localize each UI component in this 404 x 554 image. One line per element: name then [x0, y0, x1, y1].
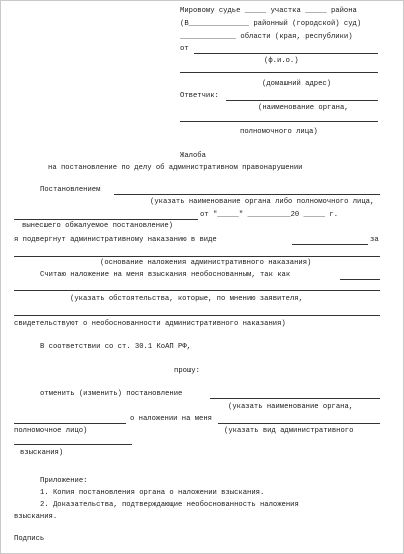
defendant-line — [226, 100, 378, 101]
header-fio: (ф.и.о.) — [264, 57, 299, 65]
header-defendant: Ответчик: — [180, 92, 219, 100]
body-line-7 — [14, 423, 126, 424]
body-line-6 — [210, 398, 380, 399]
org-line — [180, 121, 378, 122]
document-title: Жалоба — [180, 152, 206, 160]
body-cancel: отменить (изменить) постановление — [40, 390, 183, 398]
header-to-judge: Мировому судье _____ участка _____ района — [180, 7, 357, 15]
body-line-8 — [218, 423, 380, 424]
body-hint-organ-2: (указать наименование органа, — [228, 403, 354, 411]
body-line-4a — [340, 279, 380, 280]
body-line-9 — [14, 444, 132, 445]
header-court: (В______________ районный (городской) суд) — [180, 20, 362, 28]
document-subtitle: на постановление по делу об административном правонарушении — [48, 164, 303, 172]
body-line-5 — [14, 315, 380, 316]
address-line — [180, 72, 378, 73]
appendix-item-2: 2. Доказательства, подтверждающие необоснованность наложения — [40, 501, 299, 509]
header-org-name: (наименование органа, — [258, 104, 349, 112]
body-postanovleniem: Постановлением — [40, 186, 101, 194]
body-hint-basis: (основание наложения административного наказания) — [100, 259, 312, 267]
body-line-4 — [14, 290, 380, 291]
body-date: от "_____" __________20 _____ г. — [200, 211, 339, 219]
body-imposition: о наложении на меня — [130, 415, 212, 423]
body-hint-type: (указать вид административного — [224, 427, 354, 435]
body-hint-circumstances: (указать обстоятельства, которые, по мнению заявителя, — [70, 295, 303, 303]
appendix-item-2-cont: взыскания. — [14, 513, 58, 521]
body-hint-official: полномочное лицо) — [14, 427, 88, 435]
body-line-punishment — [292, 244, 368, 245]
body-line-1 — [114, 194, 380, 195]
appendix-item-1: 1. Копия постановления органа о наложении взыскания. — [40, 489, 265, 497]
body-consider: Считаю наложение на меня взыскания необоснованным, так как — [40, 271, 291, 279]
body-hint-organ: (указать наименование органа либо полномочного лица, — [150, 198, 375, 206]
signature-label: Подпись — [14, 535, 45, 543]
body-za: за — [370, 236, 379, 244]
body-punishment: я подвергнут административному наказанию в виде — [14, 236, 217, 244]
body-hint-evidence: свидетельствуют о необоснованности административного наказания) — [14, 320, 286, 328]
body-request: прошу: — [174, 367, 200, 375]
header-address: (домашний адрес) — [262, 80, 332, 88]
header-region: _____________ области (края, республики) — [180, 33, 353, 41]
body-line-3 — [14, 256, 380, 257]
header-from-label: от — [180, 45, 189, 53]
header-official: полномочного лица) — [240, 128, 318, 136]
body-hint-penalty: взыскания) — [20, 449, 64, 457]
body-article: В соответствии со ст. 30.1 КоАП РФ, — [40, 343, 191, 351]
body-hint-issuer: вынесшего обжалуемое постановление) — [22, 222, 173, 230]
body-line-2 — [14, 219, 198, 220]
appendix-title: Приложение: — [40, 477, 88, 485]
from-line — [194, 53, 378, 54]
